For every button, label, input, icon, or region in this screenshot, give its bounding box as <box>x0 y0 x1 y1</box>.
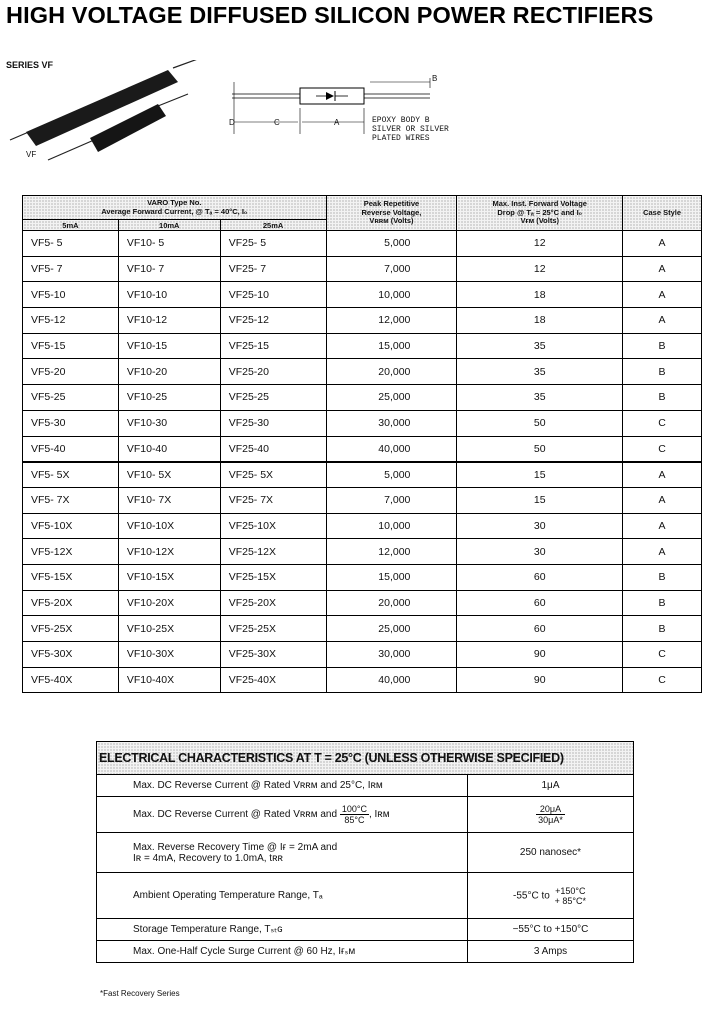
type-25ma: VF25-20 <box>220 359 326 385</box>
page-title: HIGH VOLTAGE DIFFUSED SILICON POWER RECTIFIERS <box>6 2 654 28</box>
dim-c-label: C <box>274 118 280 127</box>
type-5ma: VF5-25X <box>23 616 119 642</box>
vf-value: 18 <box>457 308 623 334</box>
vf-header-line: Drop @ Tₐ = 25°C and I₀ <box>497 207 583 217</box>
vf-value: 15 <box>457 462 623 488</box>
table-row <box>23 642 702 668</box>
type-25ma: VF25- 5X <box>220 462 326 488</box>
prv-value: 20,000 <box>326 359 457 385</box>
case-style: A <box>623 308 702 334</box>
param-text: , Iʀᴍ <box>368 809 390 821</box>
type-number-header-line: Average Forward Current, @ Tₐ = 40°C, I₀ <box>101 206 248 216</box>
type-25ma: VF25-25 <box>220 385 326 411</box>
fraction-bottom: 30μA* <box>538 815 563 825</box>
type-10ma: VF10- 7 <box>118 256 220 282</box>
diagram-note-line: EPOXY BODY B <box>372 116 430 125</box>
table-row <box>23 436 702 462</box>
type-25ma: VF25-20X <box>220 590 326 616</box>
case-style: C <box>623 410 702 436</box>
vf-value: 35 <box>457 333 623 359</box>
vf-value: 18 <box>457 282 623 308</box>
type-25ma: VF25-12X <box>220 539 326 565</box>
prv-header <box>326 196 457 231</box>
type-10ma: VF10- 5 <box>118 231 220 257</box>
type-10ma: VF10-30X <box>118 642 220 668</box>
footnote: *Fast Recovery Series <box>100 989 180 998</box>
type-5ma: VF5- 5X <box>23 462 119 488</box>
table-row <box>23 590 702 616</box>
type-10ma: VF10-40X <box>118 667 220 693</box>
param-dc-reverse-current-25c: Max. DC Reverse Current @ Rated Vʀʀᴍ and 25°C, Iʀᴍ <box>97 775 468 797</box>
type-5ma: VF5- 5 <box>23 231 119 257</box>
type-10ma: VF10-10 <box>118 282 220 308</box>
prv-value: 12,000 <box>326 539 457 565</box>
prv-value: 30,000 <box>326 410 457 436</box>
param-ambient-temperature: Ambient Operating Temperature Range, Tₐ <box>97 873 468 919</box>
vf-header-line: Vғᴍ (Volts) <box>520 216 559 226</box>
vf-header-line: Max. Inst. Forward Voltage <box>492 199 587 209</box>
case-style: B <box>623 564 702 590</box>
type-10ma: VF10-15 <box>118 333 220 359</box>
type-5ma: VF5-20X <box>23 590 119 616</box>
case-style: C <box>623 667 702 693</box>
type-10ma: VF10-40 <box>118 436 220 462</box>
diagram-note-line: PLATED WIRES <box>372 134 430 143</box>
table-row <box>23 385 702 411</box>
type-5ma: VF5-12X <box>23 539 119 565</box>
type-10ma: VF10-10X <box>118 513 220 539</box>
type-10ma: VF10-12 <box>118 308 220 334</box>
vf-value: 50 <box>457 410 623 436</box>
case-style: A <box>623 282 702 308</box>
prv-value: 7,000 <box>326 487 457 513</box>
case-style: B <box>623 590 702 616</box>
vf-value: 60 <box>457 564 623 590</box>
case-style: A <box>623 256 702 282</box>
prv-value: 20,000 <box>326 590 457 616</box>
prv-value: 40,000 <box>326 436 457 462</box>
prv-value: 7,000 <box>326 256 457 282</box>
photo-label: VF <box>26 150 37 159</box>
table-row <box>23 282 702 308</box>
type-10ma: VF10-20X <box>118 590 220 616</box>
diagram-note <box>372 116 449 143</box>
type-5ma: VF5-30 <box>23 410 119 436</box>
type-25ma: VF25-15X <box>220 564 326 590</box>
prv-value: 5,000 <box>326 462 457 488</box>
case-style: A <box>623 487 702 513</box>
type-10ma: VF10- 5X <box>118 462 220 488</box>
prv-value: 30,000 <box>326 642 457 668</box>
vf-header <box>457 196 623 231</box>
case-style: B <box>623 333 702 359</box>
type-25ma: VF25-40 <box>220 436 326 462</box>
type-25ma: VF25- 7X <box>220 487 326 513</box>
case-style: A <box>623 462 702 488</box>
prv-value: 5,000 <box>326 231 457 257</box>
type-25ma: VF25-12 <box>220 308 326 334</box>
case-style: A <box>623 539 702 565</box>
type-25ma: VF25- 7 <box>220 256 326 282</box>
prv-value: 25,000 <box>326 616 457 642</box>
type-25ma: VF25-25X <box>220 616 326 642</box>
type-25ma: VF25-10 <box>220 282 326 308</box>
case-style: A <box>623 231 702 257</box>
type-5ma: VF5-10 <box>23 282 119 308</box>
temperature-fraction <box>340 804 369 825</box>
type-25ma: VF25-10X <box>220 513 326 539</box>
electrical-characteristics-table <box>96 741 634 963</box>
table-row <box>23 410 702 436</box>
rectifier-spec-table <box>22 195 702 693</box>
case-style: A <box>623 513 702 539</box>
type-10ma: VF10-12X <box>118 539 220 565</box>
type-5ma: VF5-10X <box>23 513 119 539</box>
type-5ma: VF5- 7 <box>23 256 119 282</box>
dim-d-label: D <box>229 118 235 127</box>
vf-value: 60 <box>457 590 623 616</box>
prv-header-line: Peak Repetitive <box>363 199 420 209</box>
vf-value: 30 <box>457 513 623 539</box>
case-style: C <box>623 642 702 668</box>
vf-value: 90 <box>457 667 623 693</box>
temperature-fraction <box>553 886 588 906</box>
table-row <box>23 359 702 385</box>
type-10ma: VF10-20 <box>118 359 220 385</box>
type-25ma: VF25- 5 <box>220 231 326 257</box>
case-style: B <box>623 385 702 411</box>
type-number-header <box>23 196 327 220</box>
table-row <box>23 616 702 642</box>
case-style: B <box>623 616 702 642</box>
table-row <box>23 564 702 590</box>
value-ambient-temperature <box>468 873 634 919</box>
prv-value: 10,000 <box>326 513 457 539</box>
type-5ma: VF5-15X <box>23 564 119 590</box>
rectifier-photo <box>8 60 208 170</box>
dim-a-label: A <box>334 118 340 127</box>
table-row <box>23 667 702 693</box>
vf-value: 12 <box>457 256 623 282</box>
type-10ma: VF10- 7X <box>118 487 220 513</box>
prv-header-line: Vʀʀᴍ (Volts) <box>369 216 414 226</box>
type-10ma: VF10-30 <box>118 410 220 436</box>
type-number-header-line: VARO Type No. <box>147 198 202 207</box>
param-dc-reverse-current-hot <box>97 797 468 833</box>
subheader-25ma: 25mA <box>220 220 326 231</box>
type-5ma: VF5-40 <box>23 436 119 462</box>
prv-value: 15,000 <box>326 564 457 590</box>
case-style: B <box>623 359 702 385</box>
value-text: -55°C to <box>513 890 550 902</box>
value-storage-temperature: −55°C to +150°C <box>468 919 634 941</box>
vf-value: 30 <box>457 539 623 565</box>
table-row <box>23 333 702 359</box>
table-row <box>23 231 702 257</box>
param-storage-temperature: Storage Temperature Range, Tₛₜɢ <box>97 919 468 941</box>
type-25ma: VF25-30 <box>220 410 326 436</box>
type-5ma: VF5-20 <box>23 359 119 385</box>
fraction-bottom: + 85°C* <box>554 895 586 906</box>
series-label: SERIES VF <box>6 60 54 70</box>
table-row <box>23 462 702 488</box>
subheader-10ma: 10mA <box>118 220 220 231</box>
type-5ma: VF5- 7X <box>23 487 119 513</box>
prv-header-line: Reverse Voltage, <box>361 207 422 217</box>
param-surge-current: Max. One-Half Cycle Surge Current @ 60 Hz, Iғₛᴍ <box>97 941 468 963</box>
fraction-top: +150°C <box>555 885 586 896</box>
electrical-header: ELECTRICAL CHARACTERISTICS AT T = 25°C (UNLESS OTHERWISE SPECIFIED) <box>97 742 634 775</box>
dim-b-label: B <box>432 74 438 83</box>
case-style-header: Case Style <box>623 196 702 231</box>
prv-value: 15,000 <box>326 333 457 359</box>
type-5ma: VF5-30X <box>23 642 119 668</box>
vf-value: 15 <box>457 487 623 513</box>
vf-value: 60 <box>457 616 623 642</box>
type-5ma: VF5-25 <box>23 385 119 411</box>
vf-value: 35 <box>457 359 623 385</box>
table-row <box>23 487 702 513</box>
value-reverse-recovery-time: 250 nanosec* <box>468 833 634 873</box>
table-row <box>23 308 702 334</box>
value-surge-current: 3 Amps <box>468 941 634 963</box>
type-10ma: VF10-15X <box>118 564 220 590</box>
vf-value: 90 <box>457 642 623 668</box>
vf-value: 50 <box>457 436 623 462</box>
type-25ma: VF25-15 <box>220 333 326 359</box>
param-reverse-recovery-time <box>97 833 468 873</box>
type-5ma: VF5-40X <box>23 667 119 693</box>
subheader-5ma: 5mA <box>23 220 119 231</box>
type-25ma: VF25-40X <box>220 667 326 693</box>
value-dc-reverse-current-25c: 1μA <box>468 775 634 797</box>
diagram-note-line: SILVER OR SILVER <box>372 125 449 134</box>
type-5ma: VF5-12 <box>23 308 119 334</box>
prv-value: 25,000 <box>326 385 457 411</box>
fraction-top: 100°C <box>341 804 367 814</box>
case-style: C <box>623 436 702 462</box>
prv-value: 40,000 <box>326 667 457 693</box>
value-dc-reverse-current-hot <box>468 797 634 833</box>
table-row <box>23 539 702 565</box>
fraction-bottom: 85°C <box>344 815 365 825</box>
param-text: Max. DC Reverse Current @ Rated Vʀʀᴍ and <box>133 809 338 821</box>
type-25ma: VF25-30X <box>220 642 326 668</box>
table-row <box>23 513 702 539</box>
fraction-top: 20μA <box>536 804 565 815</box>
table-row <box>23 256 702 282</box>
vf-value: 12 <box>457 231 623 257</box>
prv-value: 10,000 <box>326 282 457 308</box>
prv-value: 12,000 <box>326 308 457 334</box>
vf-value: 35 <box>457 385 623 411</box>
type-10ma: VF10-25X <box>118 616 220 642</box>
param-line: Iʀ = 4mA, Recovery to 1.0mA, tʀʀ <box>133 852 283 864</box>
type-10ma: VF10-25 <box>118 385 220 411</box>
type-5ma: VF5-15 <box>23 333 119 359</box>
current-fraction <box>536 804 565 825</box>
param-line: Max. Reverse Recovery Time @ Iғ = 2mA and <box>133 841 338 853</box>
